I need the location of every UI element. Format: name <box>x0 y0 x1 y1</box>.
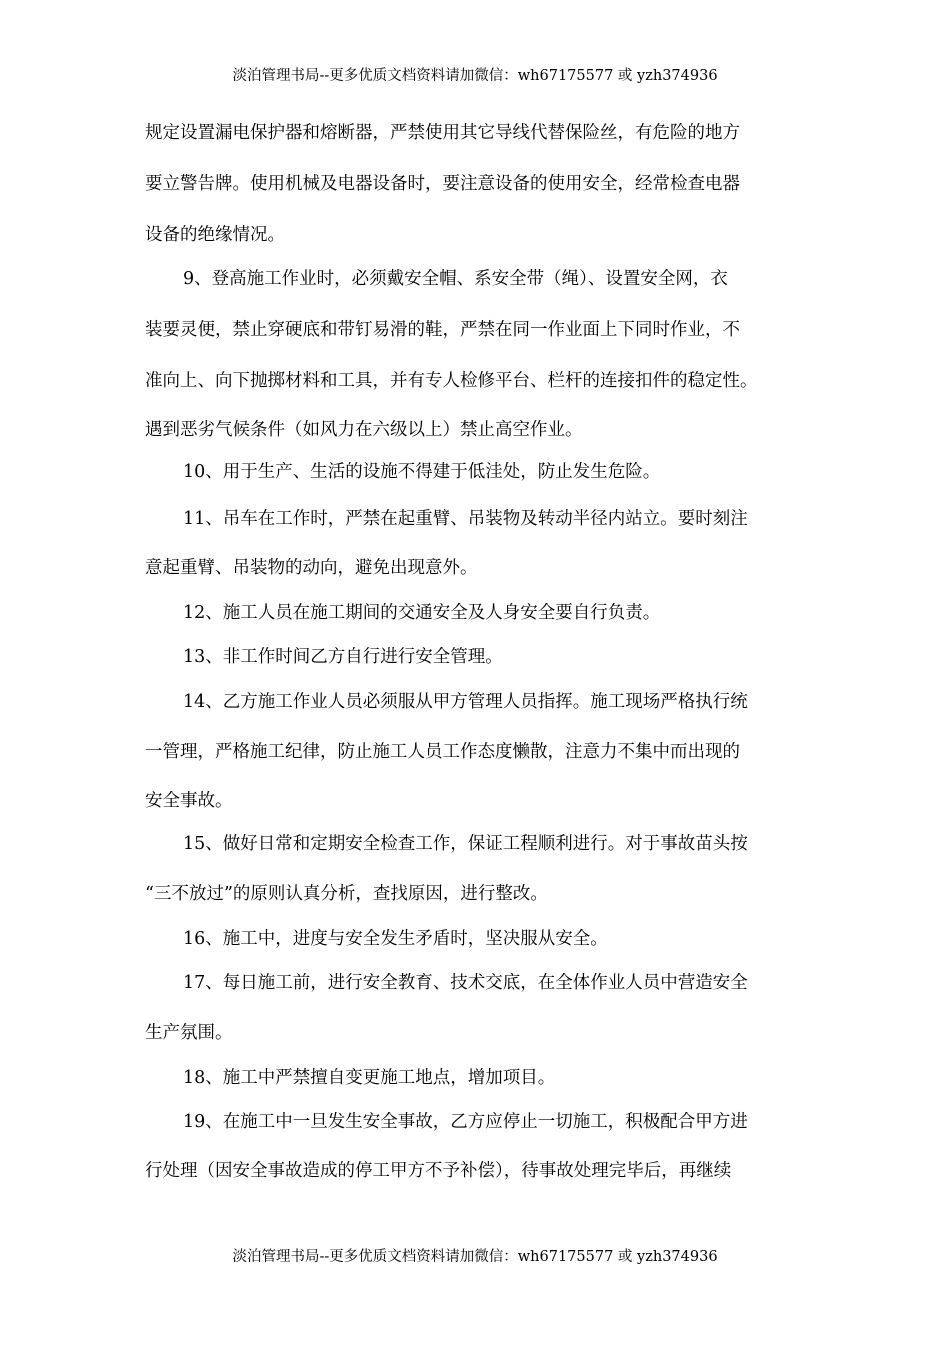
body-line: 13、非工作时间乙方自行进行安全管理。 <box>183 647 503 667</box>
page-header: 淡泊管理书局--更多优质文档资料请加微信：wh67175577 或 yzh374936 <box>232 68 718 84</box>
page-footer: 淡泊管理书局--更多优质文档资料请加微信：wh67175577 或 yzh374936 <box>232 1249 718 1265</box>
body-line: 16、施工中，进度与安全发生矛盾时，坚决服从安全。 <box>183 929 608 949</box>
body-line: 9、登高施工作业时，必须戴安全帽、系安全带（绳）、设置安全网，衣 <box>183 269 728 289</box>
body-line: 15、做好日常和定期安全检查工作，保证工程顺利进行。对于事故苗头按 <box>183 834 748 854</box>
body-line: 行处理（因安全事故造成的停工甲方不予补偿），待事故处理完毕后，再继续 <box>145 1161 732 1181</box>
body-line: 一管理，严格施工纪律，防止施工人员工作态度懒散，注意力不集中而出现的 <box>145 742 740 762</box>
body-line: 10、用于生产、生活的设施不得建于低洼处，防止发生危险。 <box>183 462 661 482</box>
body-line: 18、施工中严禁擅自变更施工地点，增加项目。 <box>183 1068 556 1088</box>
body-line: 规定设置漏电保护器和熔断器，严禁使用其它导线代替保险丝，有危险的地方 <box>145 123 740 143</box>
body-line: 意起重臂、吊装物的动向，避免出现意外。 <box>145 558 478 578</box>
body-line: 12、施工人员在施工期间的交通安全及人身安全要自行负责。 <box>183 603 661 623</box>
body-line: 11、吊车在工作时，严禁在起重臂、吊装物及转动半径内站立。要时刻注 <box>183 509 748 529</box>
body-line: 准向上、向下抛掷材料和工具，并有专人检修平台、栏杆的连接扣件的稳定性。 <box>145 371 758 391</box>
body-line: 17、每日施工前，进行安全教育、技术交底，在全体作业人员中营造安全 <box>183 973 748 993</box>
body-line: 安全事故。 <box>145 791 233 811</box>
body-line: 19、在施工中一旦发生安全事故，乙方应停止一切施工，积极配合甲方进 <box>183 1112 748 1132</box>
body-line: 遇到恶劣气候条件（如风力在六级以上）禁止高空作业。 <box>145 420 583 440</box>
body-line: 设备的绝缘情况。 <box>145 225 285 245</box>
body-line: “三不放过”的原则认真分析，查找原因，进行整改。 <box>145 884 548 904</box>
body-line: 要立警告牌。使用机械及电器设备时，要注意设备的使用安全，经常检查电器 <box>145 174 740 194</box>
body-line: 生产氛围。 <box>145 1023 233 1043</box>
body-line: 装要灵便，禁止穿硬底和带钉易滑的鞋，严禁在同一作业面上下同时作业，不 <box>145 320 740 340</box>
body-line: 14、乙方施工作业人员必须服从甲方管理人员指挥。施工现场严格执行统 <box>183 692 748 712</box>
